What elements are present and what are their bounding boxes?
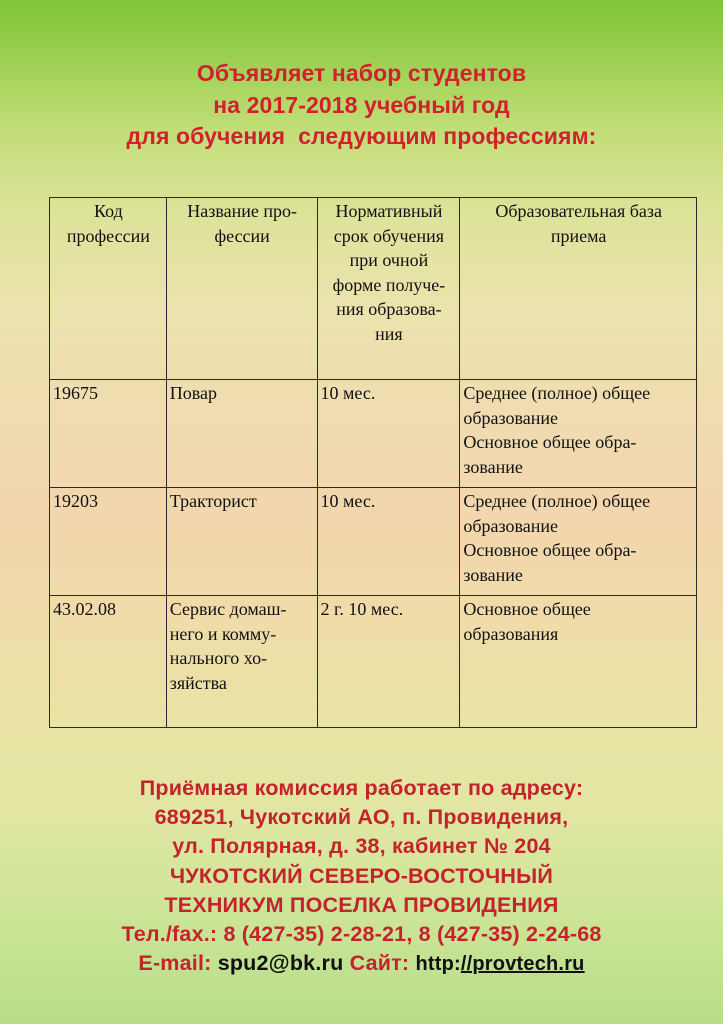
header-name: Название про- фессии: [166, 198, 317, 380]
cell-name: Сервис домаш- него и комму- нального хо- зяйства: [166, 596, 317, 728]
cell-name: Тракторист: [166, 488, 317, 596]
table-row: [50, 488, 697, 596]
phone-fax: Тел./fax.: 8 (427-35) 2-28-21, 8 (427-35) 2-24-68: [121, 922, 602, 947]
site-link-prefix: http:: [415, 953, 461, 976]
table-row: [50, 596, 697, 728]
cell-duration: 10 мес.: [317, 380, 460, 488]
header-education-base: Образовательная база приема: [460, 198, 697, 380]
site-link-rest: //provtech.ru: [460, 953, 585, 976]
email-site-line: [0, 949, 723, 979]
announcement-heading: [0, 58, 723, 153]
heading-line: Объявляет набор студентов: [196, 60, 527, 86]
organization-name: ТЕХНИКУМ ПОСЕЛКА ПРОВИДЕНИЯ: [164, 892, 559, 917]
cell-name: Повар: [166, 380, 317, 488]
heading-line: для обучения следующим профессиям:: [126, 123, 597, 149]
email-label: E-mail:: [138, 951, 212, 976]
cell-education-base: Среднее (полное) общее образование Основное общее обра- зование: [460, 488, 697, 596]
header-code: Код профессии: [50, 198, 167, 380]
cell-code: 19203: [50, 488, 167, 596]
email-link[interactable]: spu2@bk.ru: [217, 951, 344, 976]
cell-education-base: Основное общее образования: [460, 596, 697, 728]
organization-name: ЧУКОТСКИЙ СЕВЕРО-ВОСТОЧНЫЙ: [169, 863, 554, 888]
address-intro: Приёмная комиссия работает по адресу:: [139, 776, 584, 800]
contact-footer: [0, 774, 723, 979]
cell-duration: 10 мес.: [317, 488, 460, 596]
heading-line: на 2017-2018 учебный год: [213, 91, 510, 118]
cell-duration: 2 г. 10 мес.: [317, 596, 460, 728]
address-line: ул. Полярная, д. 38, кабинет № 204: [172, 834, 551, 859]
header-duration: Нормативный срок обучения при очной форме получе- ния образова- ния: [317, 198, 460, 380]
professions-table: [49, 197, 697, 728]
cell-code: 43.02.08: [50, 596, 167, 728]
cell-code: 19675: [50, 380, 167, 488]
address-line: 689251, Чукотский АО, п. Провидения,: [154, 805, 569, 830]
table-header-row: [50, 198, 697, 380]
site-link[interactable]: [415, 953, 584, 975]
site-label: Сайт:: [349, 951, 410, 976]
cell-education-base: Среднее (полное) общее образование Основное общее обра- зование: [460, 380, 697, 488]
table-row: [50, 380, 697, 488]
